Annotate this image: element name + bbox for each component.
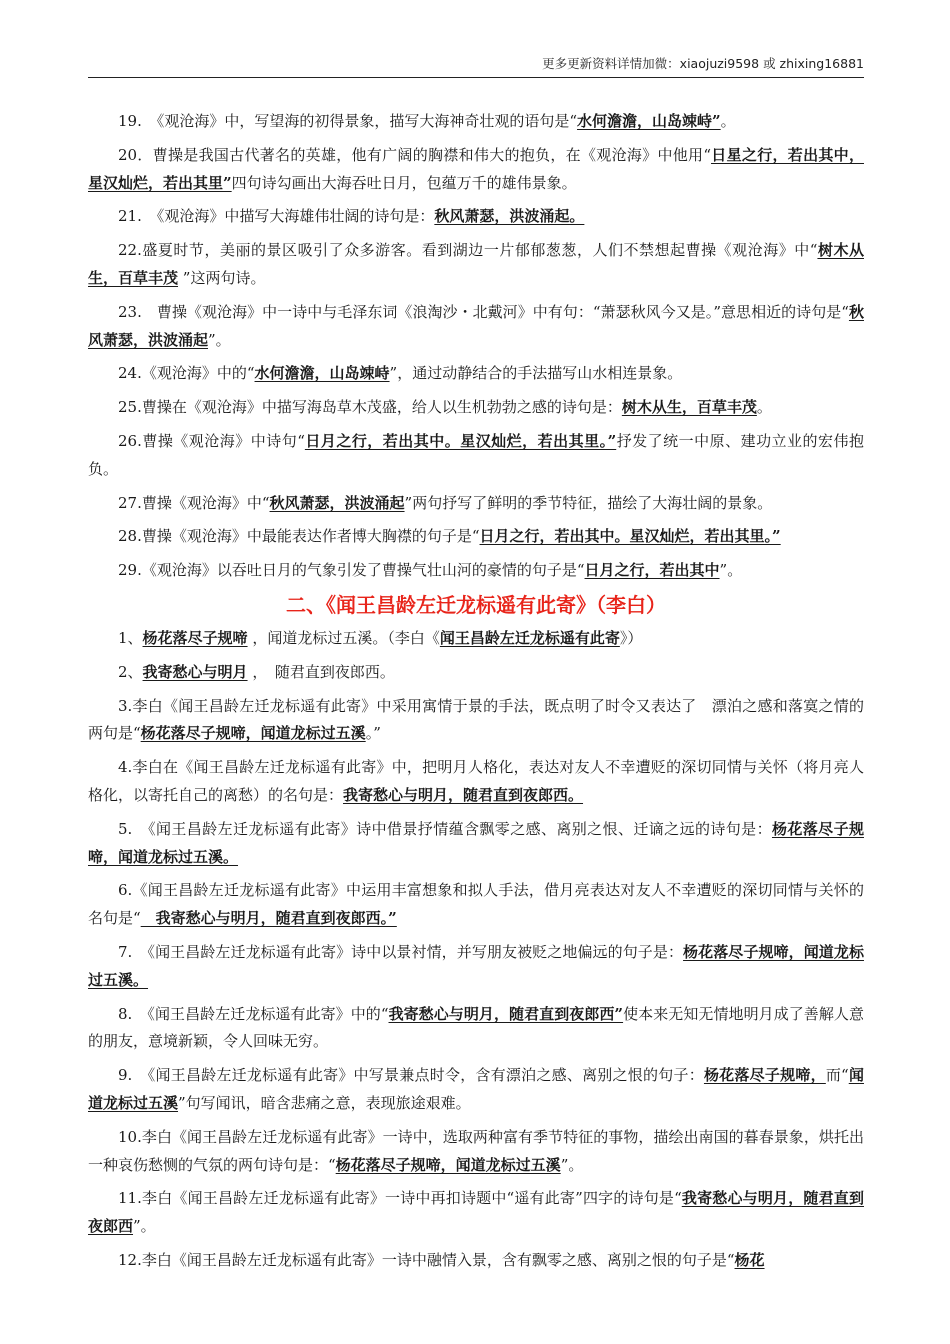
question-text: 3.李白《闻王昌龄左迁龙标遥有此寄》中采用寓情于景的手法，既点明了时令又表达了 漂泊之感和落寞之情的两句是“ xyxy=(88,696,864,743)
question-paragraph xyxy=(88,1185,864,1241)
question-text: ”这两句诗。 xyxy=(178,268,266,287)
question-paragraph xyxy=(88,142,864,198)
question-text: 20．曹操是我国古代著名的英雄，他有广阔的胸襟和伟大的抱负，在《观沧海》中他用“ xyxy=(118,145,712,164)
question-paragraph xyxy=(88,1247,864,1275)
question-text: ， 随君直到夜郎西。 xyxy=(247,662,395,681)
question-text: 1、 xyxy=(118,628,143,647)
question-paragraph xyxy=(88,877,864,933)
question-text: 四句诗勾画出大海吞吐日月，包蕴万千的雄伟景象。 xyxy=(231,173,577,192)
question-text: 。” xyxy=(365,724,381,743)
question-text: ”句写闻讯，暗含悲痛之意，表现旅途艰难。 xyxy=(178,1093,471,1112)
question-paragraph xyxy=(88,754,864,810)
answer-text: 秋风萧瑟，洪波涌起 xyxy=(88,302,864,349)
answer-text: 杨花落尽子规啼，闻道龙标过五溪。 xyxy=(88,942,864,989)
question-paragraph xyxy=(88,523,864,551)
answer-text: 秋风萧瑟，洪波涌起 xyxy=(269,493,405,512)
question-paragraph xyxy=(88,816,864,872)
question-paragraph xyxy=(88,299,864,355)
question-text: 24.《观沧海》中的“ xyxy=(118,364,255,383)
question-paragraph xyxy=(88,203,864,231)
section-guanchanghai xyxy=(88,108,864,585)
question-text: 26.曹操《观沧海》中诗句“ xyxy=(118,431,305,450)
question-text: 而“ xyxy=(825,1066,849,1085)
question-text: ”。 xyxy=(208,330,231,349)
section-wenwangchangling xyxy=(88,625,864,1275)
question-text: 2、 xyxy=(118,662,143,681)
question-paragraph xyxy=(88,1001,864,1057)
question-paragraph xyxy=(88,394,864,422)
question-text: 25.曹操在《观沧海》中描写海岛草木茂盛，给人以生机勃勃之感的诗句是： xyxy=(118,398,622,417)
question-paragraph xyxy=(88,428,864,484)
question-text: ”。 xyxy=(133,1217,156,1236)
answer-text: 杨花落尽子规啼，闻道龙标过五溪。 xyxy=(88,819,864,866)
question-text: 抒发了统一中原、建功立业的宏伟抱负。 xyxy=(88,431,864,478)
question-paragraph xyxy=(88,108,864,136)
question-text: 4.李白在《闻王昌龄左迁龙标遥有此寄》中，把明月人格化，表达对友人不幸遭贬的深切同情与关怀（将月亮人格化，以寄托自己的离愁）的名句是： xyxy=(88,758,864,804)
answer-text: 杨花 xyxy=(734,1250,765,1269)
question-text: ”。 xyxy=(719,561,743,580)
question-text: 9. 《闻王昌龄左迁龙标遥有此寄》中写景兼点时令，含有漂泊之感、离别之恨的句子： xyxy=(118,1066,704,1085)
question-text: 使本来无知无情地明月成了善解人意的朋友，意境新颖，令人回味无穷。 xyxy=(88,1004,864,1051)
document-body xyxy=(88,108,864,1281)
answer-text: 树木从生，百草丰茂 xyxy=(621,398,757,417)
question-text: 6.《闻王昌龄左迁龙标遥有此寄》中运用丰富想象和拟人手法，借月亮表达对友人不幸遭贬的深切同情与关怀的名句是“ xyxy=(88,881,864,928)
question-paragraph xyxy=(88,939,864,995)
question-text: 12.李白《闻王昌龄左迁龙标遥有此寄》一诗中融情入景，含有飘零之感、离别之恨的句子是“ xyxy=(118,1250,735,1269)
answer-text: 杨花落尽子规啼 xyxy=(142,628,248,647)
question-text: 23. 曹操《观沧海》中一诗中与毛泽东词《浪淘沙・北戴河》中有句：“萧瑟秋风今又是。”意思相近的诗句是“ xyxy=(118,302,849,321)
question-paragraph xyxy=(88,625,864,653)
answer-text: 我寄愁心与明月，随君直到夜郎西。” xyxy=(140,909,397,928)
question-text: 8. 《闻王昌龄左迁龙标遥有此寄》中的“ xyxy=(118,1004,389,1023)
question-paragraph xyxy=(88,360,864,388)
question-text: 27.曹操《观沧海》中“ xyxy=(118,493,270,512)
question-text: 22.盛夏时节，美丽的景区吸引了众多游客。看到湖边一片郁郁葱葱，人们不禁想起曹操《观沧海》中“ xyxy=(118,241,818,260)
question-text: 。 xyxy=(720,112,736,130)
question-text: 19. 《观沧海》中，写望海的初得景象，描写大海神奇壮观的语句是“ xyxy=(118,112,578,130)
question-paragraph xyxy=(88,1124,864,1180)
question-text: 。 xyxy=(756,398,772,417)
question-text: ”，通过动静结合的手法描写山水相连景象。 xyxy=(389,364,683,383)
answer-text: 水何澹澹，山岛竦峙” xyxy=(577,112,721,130)
answer-text: 日星之行，若出其中，星汉灿烂，若出其里” xyxy=(88,145,864,192)
question-text: 11.李白《闻王昌龄左迁龙标遥有此寄》一诗中再扣诗题中“遥有此寄”四字的诗句是“ xyxy=(118,1189,682,1208)
question-text: 》） xyxy=(619,628,643,647)
question-text: 21. 《观沧海》中描写大海雄伟壮阔的诗句是： xyxy=(118,207,435,226)
answer-text: 秋风萧瑟，洪波涌起。 xyxy=(434,207,585,226)
question-text: ”两句抒写了鲜明的季节特征，描绘了大海壮阔的景象。 xyxy=(404,493,773,512)
question-paragraph xyxy=(88,1062,864,1118)
answer-text: 树木从生，百草丰茂 xyxy=(88,241,864,287)
question-text: 7. 《闻王昌龄左迁龙标遥有此寄》诗中以景衬情，并写朋友被贬之地偏远的句子是： xyxy=(118,942,684,961)
page-header: 更多更新资料详情加微：xiaojuzi9598 或 zhixing16881 xyxy=(88,54,864,78)
question-paragraph xyxy=(88,557,864,585)
question-paragraph xyxy=(88,490,864,518)
answer-text: 水何澹澹，山岛竦峙 xyxy=(254,364,390,383)
question-text: 29.《观沧海》以吞吐日月的气象引发了曹操气壮山河的豪情的句子是“ xyxy=(118,561,585,580)
answer-text: 日月之行，若出其中 xyxy=(584,561,720,580)
answer-text: 我寄愁心与明月，随君直到夜郎西” xyxy=(388,1004,624,1023)
answer-text: 我寄愁心与明月，随君直到夜郎西 xyxy=(88,1189,864,1236)
question-text: 10.李白《闻王昌龄左迁龙标遥有此寄》一诗中，选取两种富有季节特征的事物，描绘出南国的暮春景象，烘托出一种哀伤愁恻的气氛的两句诗句是：“ xyxy=(88,1127,864,1174)
question-text: ，闻道龙标过五溪。（李白《 xyxy=(247,628,440,647)
answer-text: 我寄愁心与明月 xyxy=(142,662,248,681)
section-title: 二、《闻王昌龄左迁龙标遥有此寄》（李白） xyxy=(286,592,666,617)
question-text: ”。 xyxy=(560,1155,584,1174)
answer-text: 杨花落尽子规啼，闻道龙标过五溪 xyxy=(335,1155,561,1174)
answer-text: 我寄愁心与明月，随君直到夜郎西。 xyxy=(343,785,584,804)
question-text: 5. 《闻王昌龄左迁龙标遥有此寄》诗中借景抒情蕴含飘零之感、离别之恨、迁谪之远的诗句是： xyxy=(118,819,772,838)
question-text: 28.曹操《观沧海》中最能表达作者博大胸襟的句子是“ xyxy=(118,527,480,546)
answer-text: 日月之行，若出其中。星汉灿烂，若出其里。” xyxy=(479,527,781,546)
answer-text: 日月之行，若出其中。星汉灿烂，若出其里。” xyxy=(304,431,617,450)
answer-text: 闻王昌龄左迁龙标遥有此寄 xyxy=(439,628,620,647)
answer-text: 闻道龙标过五溪 xyxy=(88,1066,864,1112)
answer-text: 杨花落尽子规啼，闻道龙标过五溪 xyxy=(140,724,366,743)
question-paragraph xyxy=(88,237,864,293)
answer-text: 杨花落尽子规啼， xyxy=(703,1066,826,1085)
question-paragraph xyxy=(88,693,864,749)
question-paragraph xyxy=(88,659,864,687)
